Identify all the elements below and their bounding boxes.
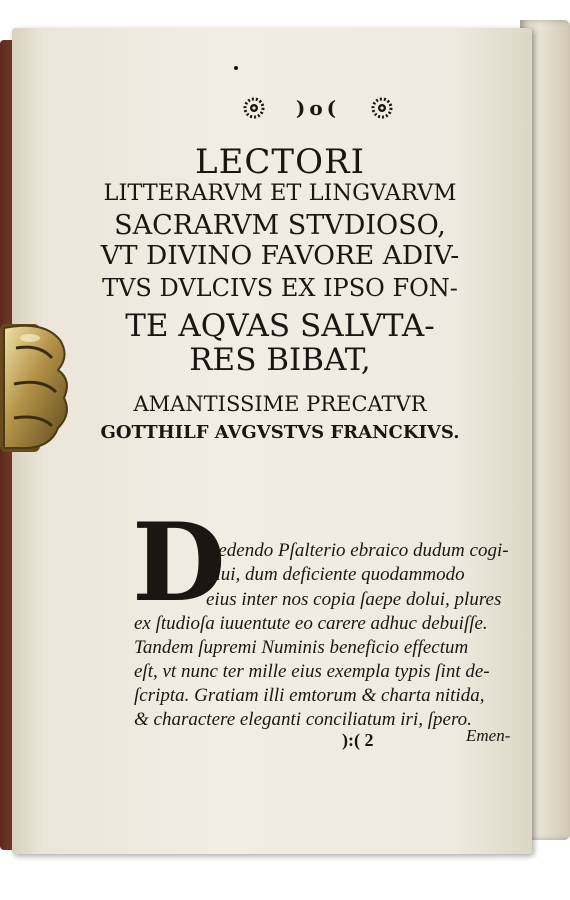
- body-text-line: E edendo Pſalterio ebraico dudum cogi-: [202, 540, 509, 561]
- title-line: TVS DVLCIVS EX IPSO FON-: [102, 274, 458, 302]
- body-text-line: eius inter nos copia ſaepe dolui, plures: [206, 589, 502, 610]
- rosette-icon: [243, 97, 265, 119]
- signature-mark: ):( 2: [342, 730, 374, 750]
- title-line: RES BIBAT,: [189, 342, 371, 378]
- title-line: TE AQVAS SALVTA-: [125, 308, 435, 344]
- header-ornament: [243, 96, 393, 120]
- body-text-line: ex ſtudioſa iuuentute eo carere adhuc debuiſſe.: [134, 613, 488, 634]
- brass-clasp: [0, 318, 72, 458]
- body-text-line: eſt, vt nunc ter mille eius exempla typis ſint de-: [134, 661, 490, 682]
- author-name: GOTTHILF AVGVSTVS FRANCKIVS.: [100, 422, 460, 443]
- body-text-line: Tandem ſupremi Numinis beneficio effectum: [134, 637, 469, 658]
- dedication-phrase: AMANTISSIME PRECATVR: [133, 392, 427, 416]
- drop-cap: D: [132, 500, 226, 626]
- title-line: LITTERARVM ET LINGVARVM: [103, 180, 457, 206]
- ornament-mark: )o(: [295, 96, 341, 120]
- catchword: Emen-: [466, 726, 511, 745]
- body-text-line: taui, dum deficiente quodammodo: [206, 564, 465, 585]
- rosette-icon: [371, 97, 393, 119]
- title-line: LECTORI: [195, 142, 365, 182]
- body-text-line: & charactere eleganti conciliatum iri, ſpero.: [134, 709, 472, 730]
- body-text-line: ſcripta. Gratiam illi emtorum & charta nitida,: [134, 685, 485, 706]
- title-line: SACRARVM STVDIOSO,: [114, 210, 446, 241]
- title-line: VT DIVINO FAVORE ADIV-: [100, 240, 460, 271]
- ink-speck: [234, 66, 238, 70]
